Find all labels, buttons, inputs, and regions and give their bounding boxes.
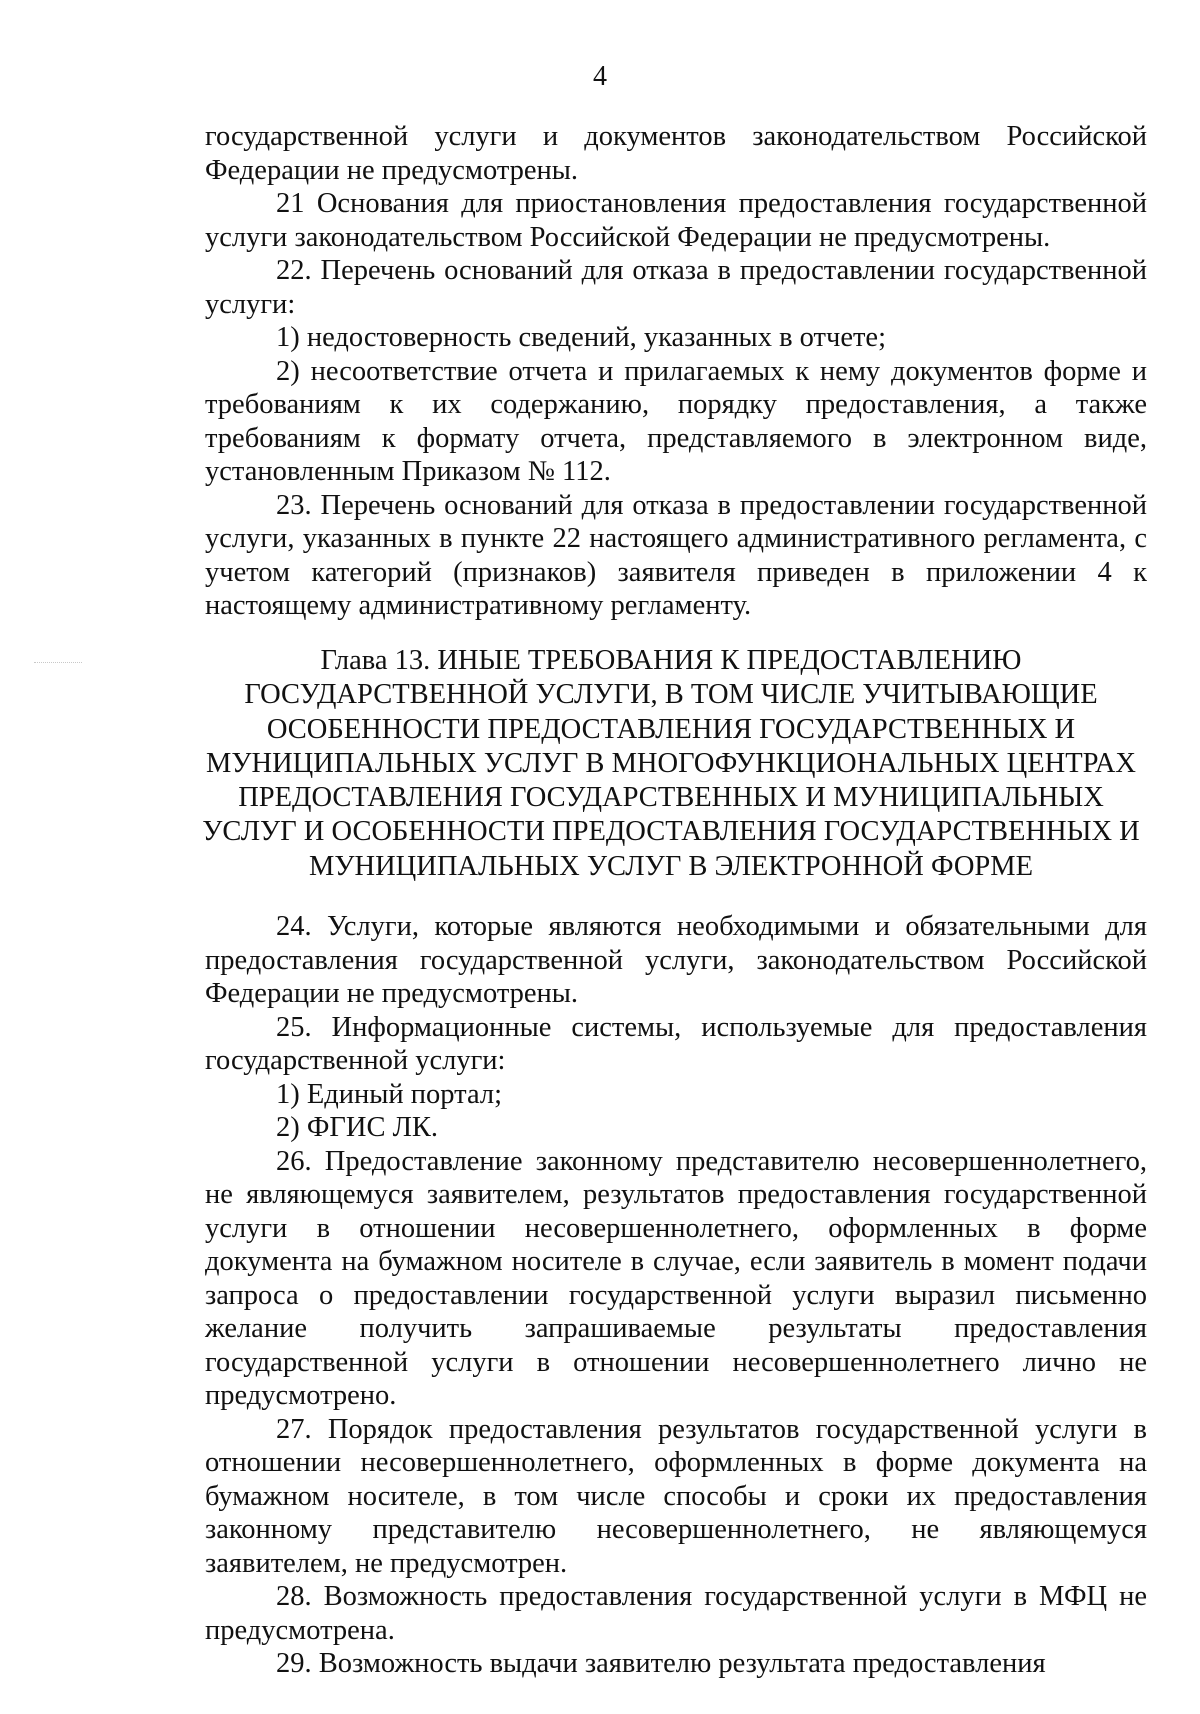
paragraph-23: 23. Перечень оснований для отказа в предоставлении государственной услуги, указанных в пункте 22 настоящего административного регламента, с учетом категорий (признаков) заявителя приведен в приложении 4 к настоящему административному регламенту. [205,489,1147,621]
paragraph-21: 21 Основания для приостановления предоставления государственной услуги законодательством Российской Федерации не предусмотрены. [205,188,1147,253]
chapter-heading-line: ГОСУДАРСТВЕННОЙ УСЛУГИ, В ТОМ ЧИСЛЕ УЧИТЫВАЮЩИЕ [244,679,1098,711]
page-number: 4 [593,61,607,92]
chapter-heading [195,644,1147,884]
chapter-heading-line: Глава 13. ИНЫЕ ТРЕБОВАНИЯ К ПРЕДОСТАВЛЕНИЮ [320,645,1022,676]
chapter-heading-line: МУНИЦИПАЛЬНЫХ УСЛУГ В МНОГОФУНКЦИОНАЛЬНЫХ ЦЕНТРАХ [206,747,1136,779]
scan-artifact [34,662,82,665]
top-text-block [205,120,1147,623]
paragraph-25: 25. Информационные системы, используемые для предоставления государственной услуги: [205,1011,1147,1076]
chapter-heading-line: УСЛУГ И ОСОБЕННОСТИ ПРЕДОСТАВЛЕНИЯ ГОСУДАРСТВЕННЫХ И [202,816,1140,848]
paragraph-24: 24. Услуги, которые являются необходимыми и обязательными для предоставления государственной услуги, законодательством Российской Федерации не предусмотрены. [205,911,1147,1009]
list-item-25-2: 2) ФГИС ЛК. [276,1112,439,1143]
chapter-heading-line: ПРЕДОСТАВЛЕНИЯ ГОСУДАРСТВЕННЫХ И МУНИЦИПАЛЬНЫХ [238,782,1104,814]
bottom-text-block [205,910,1147,1681]
paragraph-26: 26. Предоставление законному представителю несовершеннолетнего, не являющемуся заявителем, результатов предоставления государственной услуги в отношении несовершеннолетнего, оформленных в форме документа на бумажном носителе в случае, если заявитель в момент подачи запроса о предоставлении государственной услуги выразил письменно желание получить запрашиваемые результаты предоставления государственной услуги в отношении несовершеннолетнего лично не предусмотрено. [205,1145,1147,1411]
paragraph-22: 22. Перечень оснований для отказа в предоставлении государственной услуги: [205,255,1147,320]
paragraph-27: 27. Порядок предоставления результатов государственной услуги в отношении несовершеннолетнего, оформленных в форме документа на бумажном носителе, в том числе способы и сроки их предоставления законному представителю несовершеннолетнего, не являющемуся заявителем, не предусмотрен. [205,1413,1147,1579]
paragraph-continuation: государственной услуги и документов законодательством Российской Федерации не предусмотрены. [205,121,1147,186]
list-item-22-1: 1) недостоверность сведений, указанных в отчете; [276,322,886,353]
list-item-25-1: 1) Единый портал; [276,1078,503,1110]
paragraph-29: 29. Возможность выдачи заявителю результата предоставления [276,1648,1046,1679]
chapter-heading-line: МУНИЦИПАЛЬНЫХ УСЛУГ В ЭЛЕКТРОННОЙ ФОРМЕ [308,850,1034,882]
paragraph-28: 28. Возможность предоставления государственной услуги в МФЦ не предусмотрена. [205,1581,1147,1646]
list-item-22-2: 2) несоответствие отчета и прилагаемых к нему документов форме и требованиям к их содержанию, порядку предоставления, а также требованиям к формату отчета, представляемого в электронном виде, установленным Приказом № 112. [205,355,1147,487]
chapter-heading-line: ОСОБЕННОСТИ ПРЕДОСТАВЛЕНИЯ ГОСУДАРСТВЕННЫХ И [266,713,1076,745]
